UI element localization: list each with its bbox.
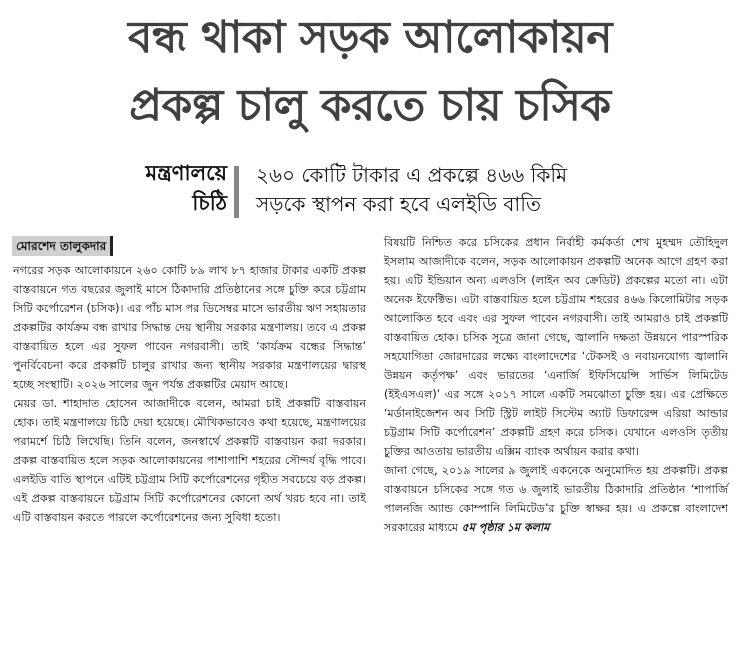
headline-line-2: প্রকল্প চালু করতে চায় চসিক	[129, 80, 611, 131]
byline: মোরশেদ তালুকদার	[12, 236, 113, 256]
body-paragraph: মেয়র ডা. শাহাদাত হোসেন আজাদীকে বলেন, আমরা চাই প্রকল্পটি বাস্তবায়ন হোক। তাই মন্ত্রণালয়ে চিঠি দেয়া হয়েছে। মৌখিকভাবেও কথা হয়েছে, মন্ত্রণালয়ের পরামর্শে চিঠি লিখেছি। তিনি বলেন, জনস্বার্থে প্রকল্পটি বাস্তবায়ন করা দরকার। প্রকল্প বাস্তবায়িত হলে সড়ক আলোকায়নের পাশাপাশি শহরের সৌন্দর্য বৃদ্ধি পাবে। এলইডি বাতি স্থাপনে এটিই চট্টগ্রাম সিটি কর্পোরেশনের গৃহীত সবচেয়ে বড় প্রকল্প। এই প্রকল্প বাস্তবায়নে চট্টগ্রাম সিটি কর্পোরেশনের কোনো অর্থ খরচ হবে না। তাই এটি বাস্তবায়ন করতে পারলে কর্পোরেশনের জন্য সুবিধা হতো।	[13, 397, 366, 524]
headline-line-1: বন্ধ থাকা সড়ক আলোকায়ন	[127, 12, 613, 63]
shoulder-left-line-2: চিঠি	[192, 191, 227, 215]
shoulder-right-line-2: সড়কে স্থাপন করা হবে এলইডি বাতি	[256, 192, 541, 216]
continuation-jump: ৫ম পৃষ্ঠার ১ম কলাম	[461, 521, 550, 534]
shoulder-left	[92, 158, 227, 218]
article-column-left	[13, 261, 366, 527]
body-paragraph	[384, 461, 728, 537]
article-column-right	[384, 233, 728, 537]
body-paragraph: বিষয়টি নিশ্চিত করে চসিকের প্রধান নির্বাহী কর্মকর্তা শেখ মুহম্মদ তৌহিদুল ইসলাম আজাদীকে বলেন, সড়ক আলোকায়ন প্রকল্পটি অনেক আগে গ্রহণ করা হয়। এটি ইন্ডিয়ান অন্য এলওসি (লাইন অব ক্রেডিট) প্রকল্পের মতো না। এটা অনেক ইফেক্টিভ। এটা বাস্তবায়িত হলে চট্টগ্রাম শহরের ৪৬৬ কিলোমিটার সড়ক আলোকিত হবে এবং এর সুফল পাবেন নগরবাসী। তাই আমরাও চাই প্রকল্পটি বাস্তবায়িত হোক। চসিক সূত্রে জানা গেছে, জ্বালানি দক্ষতা উন্নয়নে পারস্পরিক সহযোগিতা জোরদারের লক্ষ্যে বাংলাদেশের ‘টেকসই ও নবায়নযোগ্য জ্বালানি উন্নয়ন কর্তৃপক্ষ’ এবং ভারতের ‘এনার্জি ইফিসিয়েন্সি সার্ভিস লিমিটেড (ইইএসএল)’ এর সঙ্গে ২০১৭ সালে একটি সমঝোতা চুক্তি হয়। এর প্রেক্ষিতে ‘মর্ডানাইজেশন অব সিটি স্ট্রিট লাইট সিস্টেম অ্যাট ডিফারেন্স এরিয়া আন্ডার চট্টগ্রাম সিটি কর্পোরেশন’ প্রকল্পটি গ্রহণ করে চসিক। যেখানে এলওসি তৃতীয় চুক্তির আওতায় ভারতীয় এক্সিম ব্যাংক অর্থায়ন করার কথা।	[384, 236, 728, 458]
shoulder-right	[256, 161, 726, 219]
shoulder-left-line-1: মন্ত্রণালয়ে	[145, 161, 227, 185]
shoulder-divider	[234, 166, 239, 218]
body-text: জানা গেছে, ২০১৯ সালের ৯ জুলাই একনেকে অনুমোদিত হয় প্রকল্পটি। প্রকল্প বাস্তবায়নে চসিকের সঙ্গে গত ৬ জুলাই ভারতীয় ঠিকাদারি প্রতিষ্ঠান ‘শাপার্জি পালনজি অ্যান্ড কোম্পানি লিমিটেড’র চুক্তি স্বাক্ষর হয়। এ প্রকল্পে বাংলাদেশ সরকারের মাধ্যমে	[384, 464, 728, 534]
shoulder-right-line-1: ২৬০ কোটি টাকার এ প্রকল্পে ৪৬৬ কিমি	[256, 163, 568, 187]
body-paragraph: নগরের সড়ক আলোকায়নে ২৬০ কোটি ৮৯ লাখ ৮৭ হাজার টাকার একটি প্রকল্প বাস্তবায়নে গত বছরের জুলাই মাসে ঠিকাদারি প্রতিষ্ঠানের সঙ্গে চুক্তি করে চট্টগ্রাম সিটি কর্পোরেশন (চসিক)। এর পাঁচ মাস পর ডিসেম্বর মাসে ভারতীয় ঋণ সহায়তার প্রকল্পটির কার্যক্রম বন্ধ রাখার সিদ্ধান্ত দেয় স্থানীয় সরকার মন্ত্রণালয়। তবে এ প্রকল্প বাস্তবায়িত হলে এর সুফল পাবেন নগরবাসী। তাই ‘কার্যক্রম বন্ধের সিদ্ধান্ত’ পুনর্বিবেচনা করে প্রকল্পটি চালুর রাখার জন্য স্থানীয় সরকার মন্ত্রণালয়ের দ্বারস্থ হচ্ছে সংস্থাটি। ২০২৬ সালের জুন পর্যন্ত প্রকল্পটির মেয়াদ আছে।	[13, 264, 366, 391]
